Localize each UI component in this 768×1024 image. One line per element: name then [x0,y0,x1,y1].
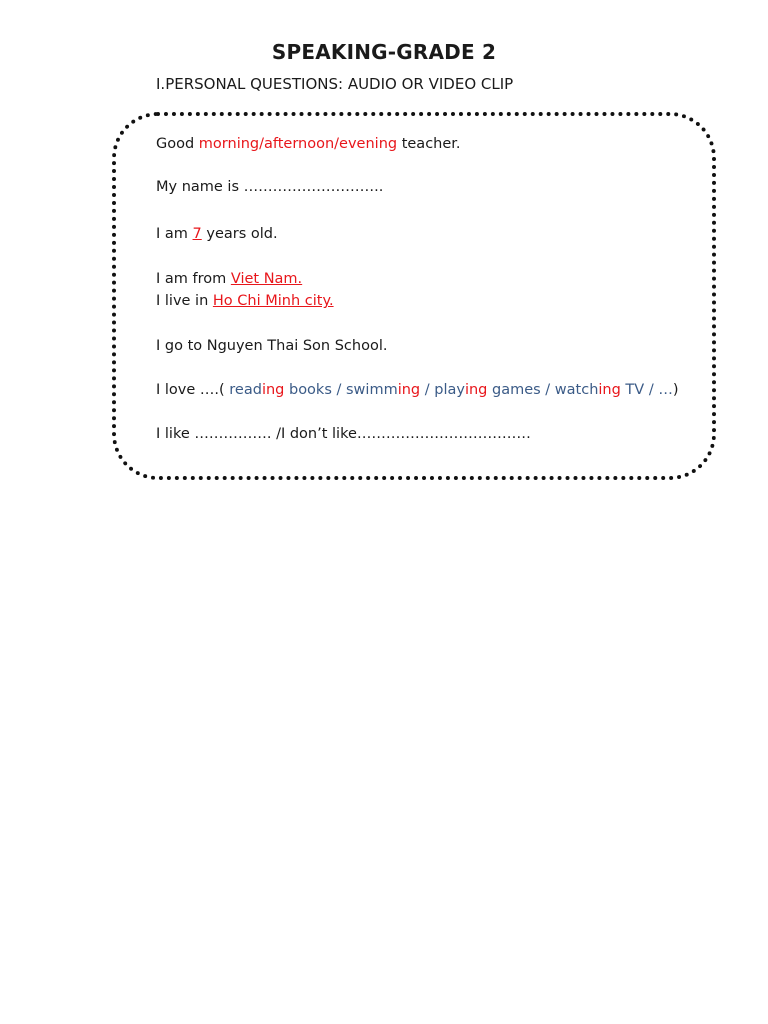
from-value: Viet Nam. [230,271,303,287]
school-line: I go to Nguyen Thai Son School. [156,338,388,354]
from-line [156,271,302,287]
love-reading-rest: books / [284,382,346,398]
live-line [156,293,334,309]
love-playing-stem: play [434,382,465,398]
age-value: 7 [192,226,202,242]
love-reading-stem: read [229,382,262,398]
greeting-suffix: teacher. [397,136,461,152]
greeting-prefix: Good [156,136,199,152]
love-reading-ing: ing [261,382,285,398]
age-line [156,226,278,242]
greeting-times: morning/afternoon/evening [198,136,398,152]
page-title: SPEAKING-GRADE 2 [271,40,497,64]
love-watching-stem: watch [554,382,599,398]
love-watching-ing: ing [598,382,621,398]
age-prefix: I am [156,226,193,242]
love-suffix: ) [672,382,679,398]
love-swimming-stem: swimm [346,382,398,398]
section-heading: I.PERSONAL QUESTIONS: AUDIO OR VIDEO CLIP [156,75,514,93]
like-line: I like ……………. /I don’t like……………………………… [156,426,531,442]
from-prefix: I am from [156,271,231,287]
love-swimming-rest: / [420,382,435,398]
love-playing-ing: ing [464,382,488,398]
love-prefix: I love ….( [156,382,230,398]
live-value: Ho Chi Minh city. [212,293,334,309]
love-line [156,382,679,398]
greeting-line [156,136,461,152]
age-suffix: years old. [201,226,278,242]
love-watching-rest: TV / … [620,382,673,398]
live-prefix: I live in [156,293,213,309]
name-line: My name is ……………………….. [156,179,384,195]
love-swimming-ing: ing [397,382,421,398]
love-playing-rest: games / [487,382,555,398]
